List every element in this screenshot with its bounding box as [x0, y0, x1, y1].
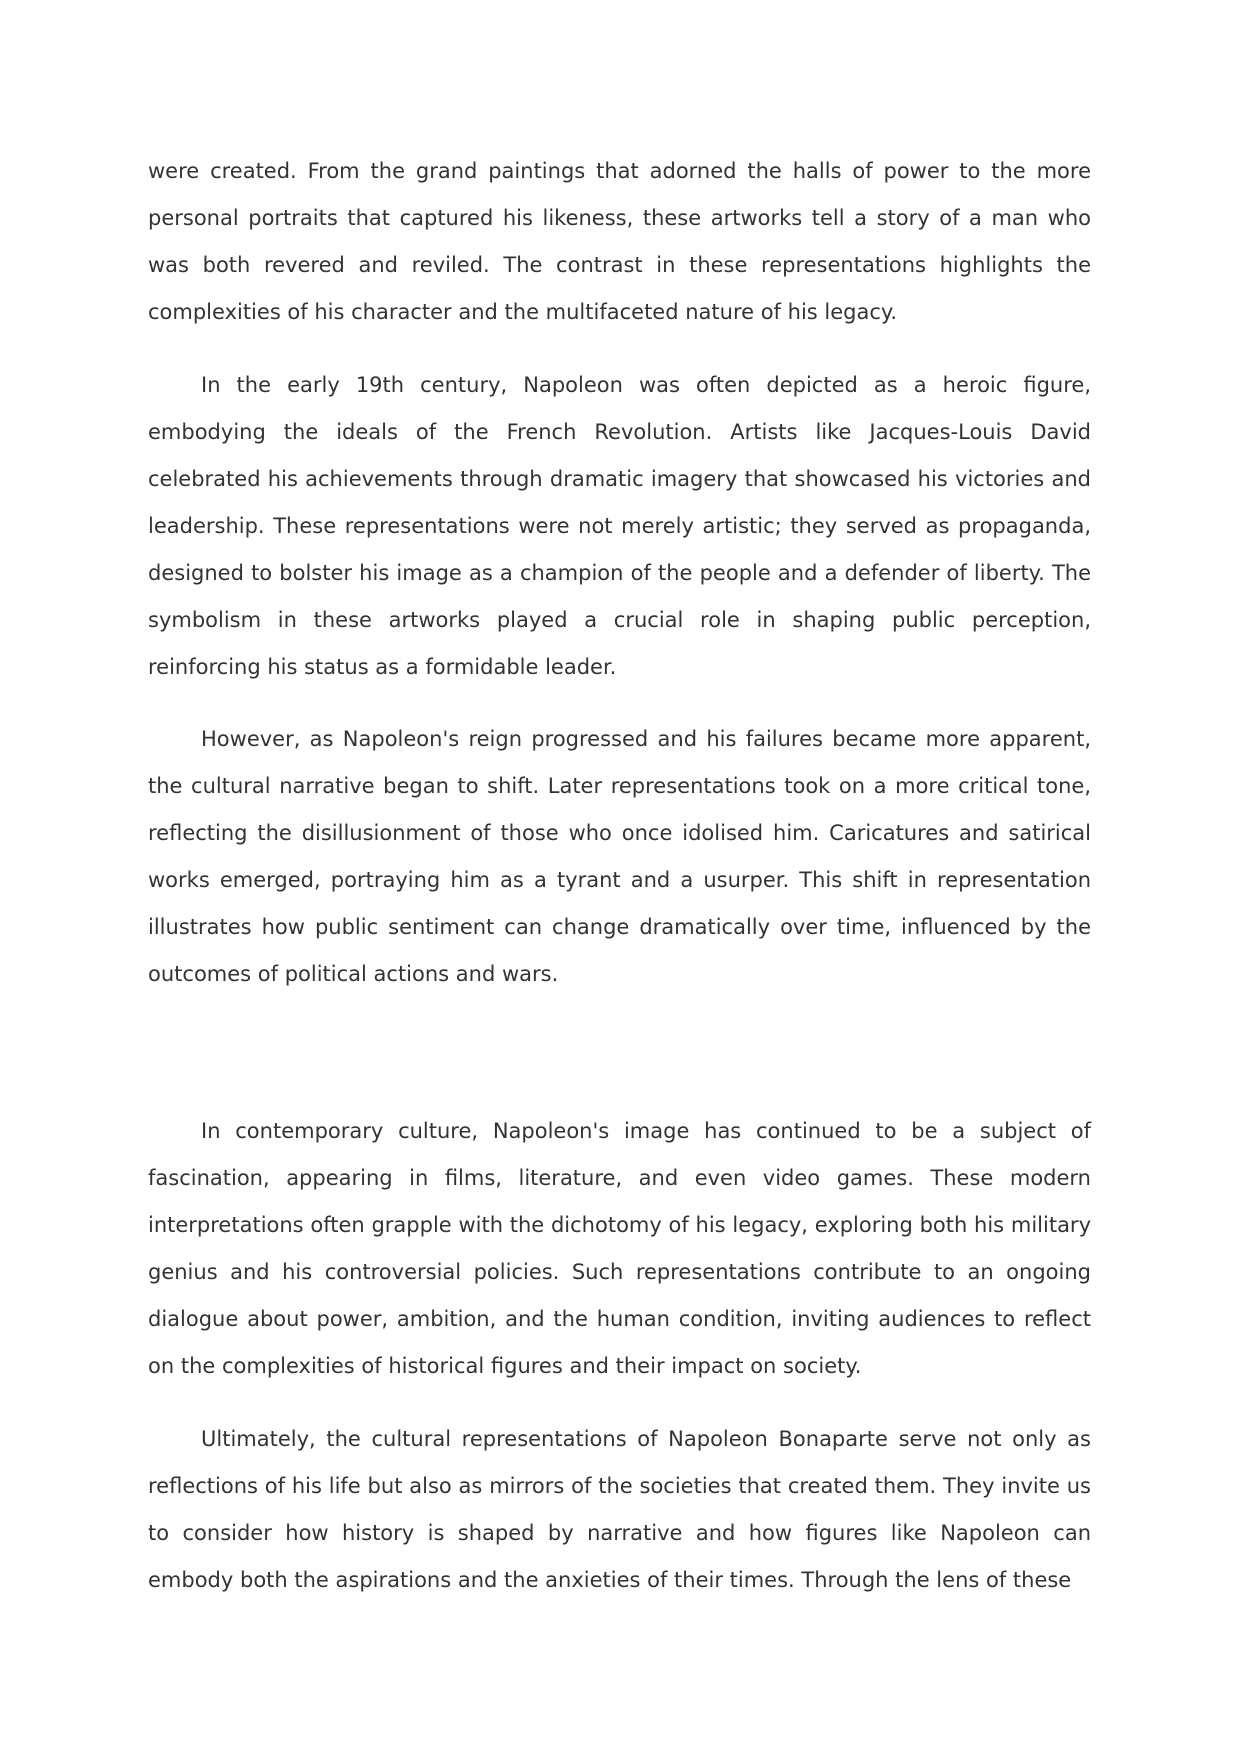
- paragraph-early-depictions: In the early 19th century, Napoleon was often depicted as a heroic figure, embodying the ideals of the French Revolution. Artists like Jacques-Louis David celebrated his achievements through dramatic imagery that showcased his victories and leadership. These representations were not merely artistic; they served as propaganda, designed to bolster his image as a champion of the people and a defender of liberty. The symbolism in these artworks played a crucial role in shaping public perception, reinforcing his status as a formidable leader.: [148, 373, 1091, 679]
- paragraph-continued: were created. From the grand paintings that adorned the halls of power to the more personal portraits that captured his likeness, these artworks tell a story of a man who was both revered and reviled. The contrast in these representations highlights the complexities of his character and the multifaceted nature of his legacy.: [148, 159, 1091, 324]
- paragraph-narrative-shift: However, as Napoleon's reign progressed and his failures became more apparent, the cultural narrative began to shift. Later representations took on a more critical tone, reflecting the disillusionment of those who once idolised him. Caricatures and satirical works emerged, portraying him as a tyrant and a usurper. This shift in representation illustrates how public sentiment can change dramatically over time, influenced by the outcomes of political actions and wars.: [148, 727, 1091, 986]
- paragraph-contemporary-culture: In contemporary culture, Napoleon's image has continued to be a subject of fascination, appearing in films, literature, and even video games. These modern interpretations often grapple with the dichotomy of his legacy, exploring both his military genius and his controversial policies. Such representations contribute to an ongoing dialogue about power, ambition, and the human condition, inviting audiences to reflect on the complexities of historical figures and their impact on society.: [148, 1119, 1091, 1378]
- paragraph-conclusion: Ultimately, the cultural representations of Napoleon Bonaparte serve not only as reflections of his life but also as mirrors of the societies that created them. They invite us to consider how history is shaped by narrative and how figures like Napoleon can embody both the aspirations and the anxieties of their times. Through the lens of these: [148, 1427, 1091, 1592]
